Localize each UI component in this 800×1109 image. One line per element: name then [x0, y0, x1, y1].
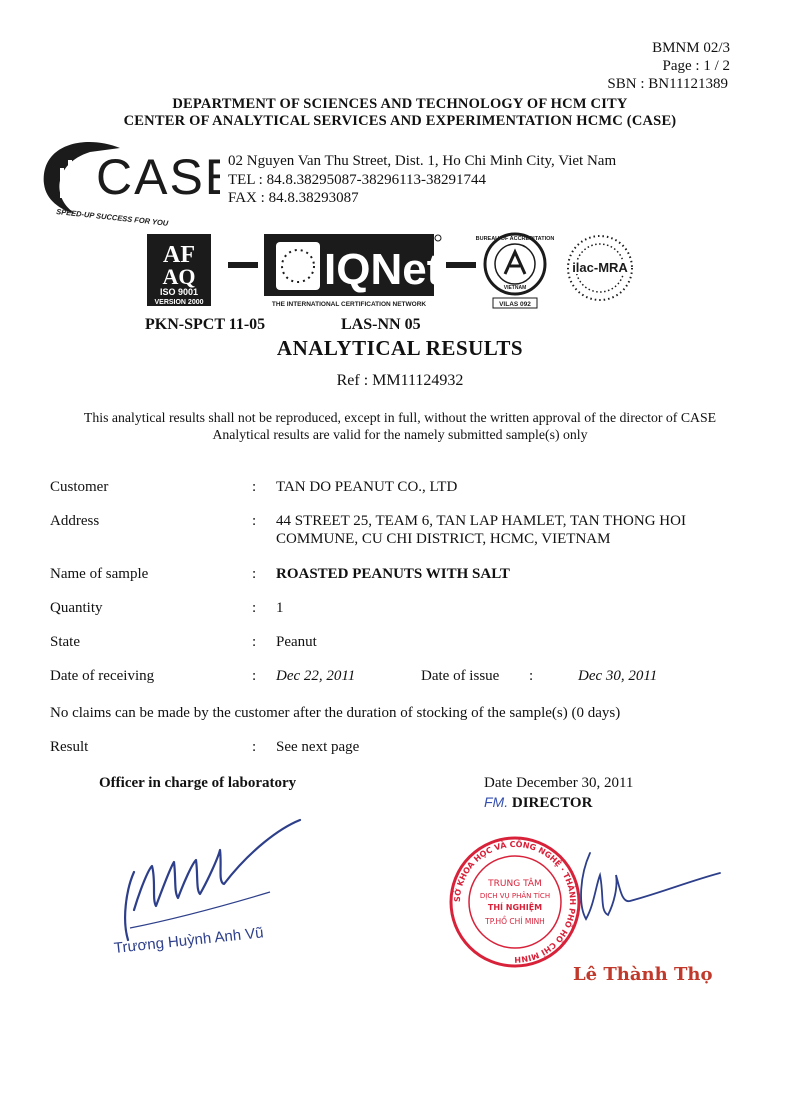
issue-value: Dec 30, 2011 — [578, 668, 658, 684]
iqnet-name: IQNet — [324, 245, 442, 294]
contact-address: 02 Nguyen Van Thu Street, Dist. 1, Ho Chi Minh City, Viet Nam — [228, 153, 617, 169]
state-label: State — [50, 634, 80, 650]
sbn-code: SBN : BN11121389 — [607, 76, 728, 92]
customer-value: TAN DO PEANUT CO., LTD — [276, 479, 458, 495]
boa-vilas: VILAS 092 — [499, 301, 531, 308]
director-title-block — [484, 794, 592, 812]
header-department: DEPARTMENT OF SCIENCES AND TECHNOLOGY OF HCM CITY — [172, 96, 628, 112]
date-line: Date December 30, 2011 — [484, 775, 634, 791]
reference-number: Ref : MM11124932 — [336, 372, 464, 389]
disclaimer-line-2: Analytical results are valid for the namely submitted sample(s) only — [212, 427, 588, 442]
stamp-line-1: TRUNG TÂM — [488, 879, 542, 889]
result-label: Result — [50, 739, 89, 755]
address-value-line-1: 44 STREET 25, TEAM 6, TAN LAP HAMLET, TAN THONG HOI — [276, 513, 686, 529]
customer-label: Customer — [50, 479, 109, 495]
page-title: ANALYTICAL RESULTS — [276, 336, 524, 360]
stamp-line-3: THÍ NGHIỆM — [487, 903, 543, 912]
fax-value: 84.8.38293087 — [268, 190, 359, 206]
ilac-logo — [568, 236, 632, 300]
afaq-logo — [147, 234, 211, 306]
contact-fax — [228, 190, 359, 207]
address-label: Address — [50, 513, 100, 529]
issue-label: Date of issue — [421, 668, 500, 684]
page-number: Page : 1 / 2 — [662, 58, 730, 74]
stamp-ring-text: SỞ KHOA HỌC VÀ CÔNG NGHỆ · THÀNH PHỐ HỒ CHÍ MINH — [452, 839, 578, 965]
receiving-label: Date of receiving — [50, 668, 155, 684]
stamp-line-4: TP.HỒ CHÍ MINH — [485, 917, 545, 926]
result-value: See next page — [276, 739, 360, 755]
afaq-bottom: AQ — [162, 264, 196, 289]
officer-name: Trương Huỳnh Anh Vũ — [113, 924, 265, 957]
boa-logo — [476, 234, 555, 308]
receiving-value: Dec 22, 2011 — [276, 668, 356, 684]
tel-value: 84.8.38295087-38296113-38291744 — [266, 172, 487, 188]
address-colon: : — [252, 513, 257, 529]
sample-colon: : — [252, 566, 257, 582]
boa-country: VIETNAM — [503, 285, 527, 291]
certification-logos — [140, 232, 660, 310]
claims-note: No claims can be made by the customer after the duration of stocking of the sample(s) (0 days) — [50, 705, 621, 721]
quantity-value: 1 — [276, 600, 284, 616]
afaq-top: AF — [163, 242, 195, 268]
receiving-colon: : — [252, 668, 257, 684]
state-colon: : — [252, 634, 257, 650]
quantity-colon: : — [252, 600, 257, 616]
customer-colon: : — [252, 479, 257, 495]
issue-colon: : — [529, 668, 534, 684]
ilac-text: ilac-MRA — [572, 260, 628, 275]
case-slogan: SPEED-UP SUCCESS FOR YOU — [55, 207, 169, 226]
stamp-line-2: DỊCH VỤ PHÂN TÍCH — [479, 892, 551, 900]
case-logo-text: CAS — [96, 149, 205, 205]
fm-mark: FM. — [484, 794, 509, 810]
result-colon: : — [252, 739, 257, 755]
form-code: BMNM 02/3 — [652, 40, 730, 56]
cert-logos-graphic — [140, 232, 660, 310]
header-center: CENTER OF ANALYTICAL SERVICES AND EXPERIMENTATION HCMC (CASE) — [123, 113, 677, 129]
director-signature-graphic — [560, 845, 730, 925]
las-code: LAS-NN 05 — [341, 316, 421, 333]
case-logo — [30, 134, 220, 226]
fax-label: FAX : — [228, 190, 265, 206]
state-value: Peanut — [276, 634, 317, 650]
director-signature — [560, 845, 730, 925]
disclaimer-line-1: This analytical results shall not be reproduced, except in full, without the written approval of the director of CASE — [83, 410, 717, 425]
sample-value: ROASTED PEANUTS WITH SALT — [276, 566, 510, 582]
afaq-iso: ISO 9001 — [159, 287, 199, 297]
address-value-line-2: COMMUNE, CU CHI DISTRICT, HCMC, VIETNAM — [276, 531, 611, 547]
director-title: DIRECTOR — [511, 795, 593, 811]
pkn-code: PKN-SPCT 11-05 — [145, 316, 266, 333]
quantity-label: Quantity — [50, 600, 103, 616]
sample-label: Name of sample — [50, 566, 149, 582]
afaq-version: VERSION 2000 — [154, 299, 204, 306]
case-logo-graphic — [30, 134, 220, 226]
iqnet-logo — [264, 234, 442, 308]
director-name: Lê Thành Thọ — [573, 964, 713, 985]
tel-label: TEL : — [228, 172, 263, 188]
officer-title: Officer in charge of laboratory — [99, 775, 297, 791]
contact-tel — [228, 172, 486, 189]
iqnet-tagline: THE INTERNATIONAL CERTIFICATION NETWORK — [271, 301, 427, 308]
boa-ring: BUREAU OF ACCREDITATION — [475, 236, 555, 242]
